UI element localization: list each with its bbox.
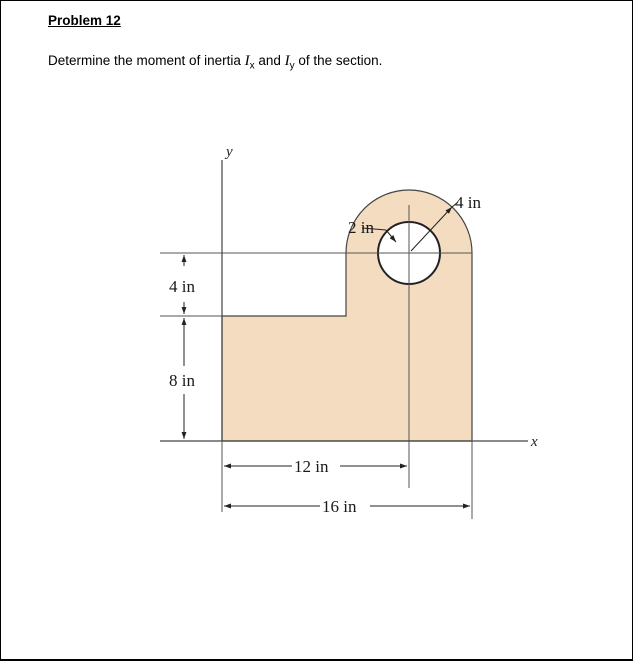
dim-4in-left-label: 4 in	[169, 277, 195, 296]
iy-subscript: y	[289, 60, 295, 72]
iy-symbol: I	[284, 53, 290, 69]
dim-16in-label: 16 in	[322, 497, 357, 516]
dim-4in-arc-label: 4 in	[455, 193, 481, 212]
ix-subscript: x	[249, 60, 255, 72]
dim-12in-label: 12 in	[294, 457, 329, 476]
prompt-text-end: of the section.	[294, 53, 383, 68]
prompt-text-start: Determine the moment of inertia	[48, 53, 245, 68]
prompt-text-and: and	[254, 53, 285, 68]
x-axis-label: x	[531, 434, 538, 450]
section-shape	[222, 190, 472, 441]
y-axis-label: y	[226, 144, 233, 160]
ix-symbol: I	[244, 53, 250, 69]
problem-title: Problem 12	[48, 13, 121, 28]
dim-2in-hole-label: 2 in	[348, 218, 374, 237]
dim-8in-left-label: 8 in	[169, 371, 195, 390]
